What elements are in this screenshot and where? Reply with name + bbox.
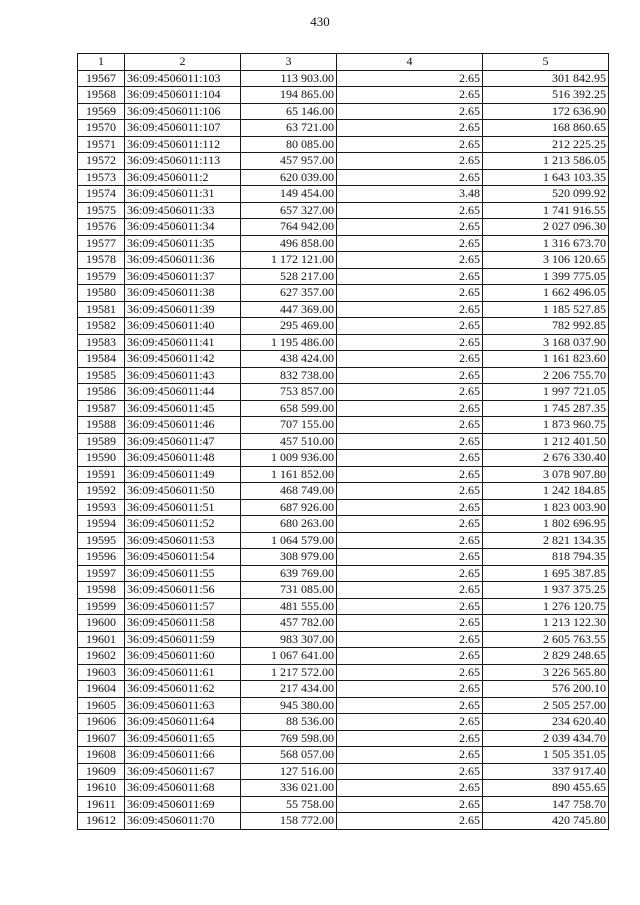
area-value-cell: 447 369.00 [241, 301, 337, 318]
cadastral-number-cell: 36:09:4506011:61 [125, 664, 241, 681]
row-number-cell: 19593 [78, 499, 125, 516]
table-row [78, 120, 609, 137]
cadastral-value-cell: 1 242 184.85 [483, 483, 609, 500]
table-row [78, 384, 609, 401]
rate-value-cell: 2.65 [337, 615, 483, 632]
area-value-cell: 731 085.00 [241, 582, 337, 599]
area-value-cell: 945 380.00 [241, 697, 337, 714]
table-row [78, 186, 609, 203]
rate-value-cell: 2.65 [337, 450, 483, 467]
rate-value-cell: 2.65 [337, 780, 483, 797]
row-number-cell: 19571 [78, 136, 125, 153]
column-header-1: 1 [78, 54, 125, 71]
row-number-cell: 19592 [78, 483, 125, 500]
cadastral-value-cell: 576 200.10 [483, 681, 609, 698]
area-value-cell: 639 769.00 [241, 565, 337, 582]
cadastral-value-cell: 3 106 120.65 [483, 252, 609, 269]
cadastral-value-cell: 1 213 122.30 [483, 615, 609, 632]
row-number-cell: 19583 [78, 334, 125, 351]
table-row [78, 466, 609, 483]
rate-value-cell: 2.65 [337, 796, 483, 813]
cadastral-number-cell: 36:09:4506011:34 [125, 219, 241, 236]
cadastral-number-cell: 36:09:4506011:51 [125, 499, 241, 516]
cadastral-value-cell: 2 676 330.40 [483, 450, 609, 467]
cadastral-value-cell: 2 605 763.55 [483, 631, 609, 648]
cadastral-value-cell: 337 917.40 [483, 763, 609, 780]
table-row [78, 681, 609, 698]
table-row [78, 103, 609, 120]
rate-value-cell: 2.65 [337, 598, 483, 615]
table-row [78, 483, 609, 500]
cadastral-value-cell: 3 168 037.90 [483, 334, 609, 351]
rate-value-cell: 2.65 [337, 252, 483, 269]
table-row [78, 582, 609, 599]
cadastral-value-cell: 818 794.35 [483, 549, 609, 566]
area-value-cell: 336 021.00 [241, 780, 337, 797]
row-number-cell: 19568 [78, 87, 125, 104]
table-row [78, 565, 609, 582]
table-header-row [78, 54, 609, 71]
rate-value-cell: 2.65 [337, 516, 483, 533]
cadastral-value-cell: 1 937 375.25 [483, 582, 609, 599]
table-row [78, 285, 609, 302]
row-number-cell: 19573 [78, 169, 125, 186]
rate-value-cell: 2.65 [337, 747, 483, 764]
area-value-cell: 707 155.00 [241, 417, 337, 434]
table-row [78, 516, 609, 533]
rate-value-cell: 2.65 [337, 367, 483, 384]
table-body [78, 70, 609, 829]
cadastral-number-cell: 36:09:4506011:37 [125, 268, 241, 285]
row-number-cell: 19586 [78, 384, 125, 401]
cadastral-number-cell: 36:09:4506011:47 [125, 433, 241, 450]
area-value-cell: 457 957.00 [241, 153, 337, 170]
cadastral-value-cell: 2 039 434.70 [483, 730, 609, 747]
cadastral-number-cell: 36:09:4506011:63 [125, 697, 241, 714]
cadastral-value-cell: 2 027 096.30 [483, 219, 609, 236]
area-value-cell: 295 469.00 [241, 318, 337, 335]
table-row [78, 450, 609, 467]
cadastral-number-cell: 36:09:4506011:55 [125, 565, 241, 582]
cadastral-number-cell: 36:09:4506011:70 [125, 813, 241, 830]
cadastral-number-cell: 36:09:4506011:106 [125, 103, 241, 120]
row-number-cell: 19581 [78, 301, 125, 318]
table-row [78, 235, 609, 252]
area-value-cell: 983 307.00 [241, 631, 337, 648]
table-row [78, 615, 609, 632]
cadastral-value-cell: 2 821 134.35 [483, 532, 609, 549]
cadastral-value-cell: 1 873 960.75 [483, 417, 609, 434]
area-value-cell: 680 263.00 [241, 516, 337, 533]
area-value-cell: 764 942.00 [241, 219, 337, 236]
cadastral-number-cell: 36:09:4506011:113 [125, 153, 241, 170]
rate-value-cell: 2.65 [337, 103, 483, 120]
table-row [78, 334, 609, 351]
row-number-cell: 19595 [78, 532, 125, 549]
row-number-cell: 19569 [78, 103, 125, 120]
cadastral-value-cell: 1 316 673.70 [483, 235, 609, 252]
row-number-cell: 19578 [78, 252, 125, 269]
area-value-cell: 753 857.00 [241, 384, 337, 401]
rate-value-cell: 2.65 [337, 664, 483, 681]
cadastral-number-cell: 36:09:4506011:45 [125, 400, 241, 417]
row-number-cell: 19579 [78, 268, 125, 285]
cadastral-value-cell: 1 213 586.05 [483, 153, 609, 170]
area-value-cell: 1 009 936.00 [241, 450, 337, 467]
cadastral-value-cell: 1 276 120.75 [483, 598, 609, 615]
column-header-4: 4 [337, 54, 483, 71]
cadastral-value-cell: 1 212 401.50 [483, 433, 609, 450]
row-number-cell: 19577 [78, 235, 125, 252]
cadastral-value-cell: 1 161 823.60 [483, 351, 609, 368]
cadastral-number-cell: 36:09:4506011:66 [125, 747, 241, 764]
cadastral-value-cell: 2 829 248.65 [483, 648, 609, 665]
table-row [78, 532, 609, 549]
row-number-cell: 19607 [78, 730, 125, 747]
cadastral-number-cell: 36:09:4506011:54 [125, 549, 241, 566]
cadastral-number-cell: 36:09:4506011:40 [125, 318, 241, 335]
area-value-cell: 1 195 486.00 [241, 334, 337, 351]
row-number-cell: 19604 [78, 681, 125, 698]
cadastral-number-cell: 36:09:4506011:112 [125, 136, 241, 153]
row-number-cell: 19572 [78, 153, 125, 170]
area-value-cell: 496 858.00 [241, 235, 337, 252]
cadastral-number-cell: 36:09:4506011:53 [125, 532, 241, 549]
table-row [78, 697, 609, 714]
cadastral-number-cell: 36:09:4506011:69 [125, 796, 241, 813]
table-row [78, 549, 609, 566]
row-number-cell: 19591 [78, 466, 125, 483]
row-number-cell: 19576 [78, 219, 125, 236]
row-number-cell: 19609 [78, 763, 125, 780]
column-header-5: 5 [483, 54, 609, 71]
area-value-cell: 63 721.00 [241, 120, 337, 137]
rate-value-cell: 2.65 [337, 235, 483, 252]
cadastral-number-cell: 36:09:4506011:41 [125, 334, 241, 351]
table-row [78, 219, 609, 236]
table-row [78, 813, 609, 830]
cadastral-value-cell: 1 505 351.05 [483, 747, 609, 764]
row-number-cell: 19580 [78, 285, 125, 302]
area-value-cell: 457 510.00 [241, 433, 337, 450]
area-value-cell: 55 758.00 [241, 796, 337, 813]
row-number-cell: 19588 [78, 417, 125, 434]
rate-value-cell: 2.65 [337, 351, 483, 368]
rate-value-cell: 2.65 [337, 681, 483, 698]
cadastral-number-cell: 36:09:4506011:39 [125, 301, 241, 318]
rate-value-cell: 2.65 [337, 153, 483, 170]
rate-value-cell: 2.65 [337, 499, 483, 516]
row-number-cell: 19608 [78, 747, 125, 764]
table-row [78, 400, 609, 417]
rate-value-cell: 2.65 [337, 136, 483, 153]
cadastral-number-cell: 36:09:4506011:59 [125, 631, 241, 648]
cadastral-number-cell: 36:09:4506011:43 [125, 367, 241, 384]
rate-value-cell: 2.65 [337, 631, 483, 648]
area-value-cell: 217 434.00 [241, 681, 337, 698]
row-number-cell: 19602 [78, 648, 125, 665]
cadastral-number-cell: 36:09:4506011:56 [125, 582, 241, 599]
cadastral-value-cell: 1 662 496.05 [483, 285, 609, 302]
cadastral-value-cell: 2 505 257.00 [483, 697, 609, 714]
rate-value-cell: 2.65 [337, 466, 483, 483]
cadastral-number-cell: 36:09:4506011:62 [125, 681, 241, 698]
area-value-cell: 1 172 121.00 [241, 252, 337, 269]
area-value-cell: 113 903.00 [241, 70, 337, 87]
table-row [78, 631, 609, 648]
rate-value-cell: 2.65 [337, 400, 483, 417]
area-value-cell: 194 865.00 [241, 87, 337, 104]
cadastral-value-cell: 172 636.90 [483, 103, 609, 120]
cadastral-value-cell: 3 078 907.80 [483, 466, 609, 483]
cadastral-number-cell: 36:09:4506011:107 [125, 120, 241, 137]
rate-value-cell: 2.65 [337, 582, 483, 599]
table-row [78, 433, 609, 450]
rate-value-cell: 2.65 [337, 384, 483, 401]
area-value-cell: 769 598.00 [241, 730, 337, 747]
area-value-cell: 308 979.00 [241, 549, 337, 566]
cadastral-number-cell: 36:09:4506011:48 [125, 450, 241, 467]
table-row [78, 70, 609, 87]
cadastral-value-cell: 1 185 527.85 [483, 301, 609, 318]
area-value-cell: 1 217 572.00 [241, 664, 337, 681]
cadastral-value-cell: 147 758.70 [483, 796, 609, 813]
cadastral-number-cell: 36:09:4506011:58 [125, 615, 241, 632]
rate-value-cell: 2.65 [337, 87, 483, 104]
row-number-cell: 19590 [78, 450, 125, 467]
row-number-cell: 19598 [78, 582, 125, 599]
cadastral-number-cell: 36:09:4506011:68 [125, 780, 241, 797]
row-number-cell: 19600 [78, 615, 125, 632]
rate-value-cell: 2.65 [337, 301, 483, 318]
area-value-cell: 457 782.00 [241, 615, 337, 632]
cadastral-value-cell: 520 099.92 [483, 186, 609, 203]
cadastral-value-cell: 1 745 287.35 [483, 400, 609, 417]
cadastral-value-cell: 1 695 387.85 [483, 565, 609, 582]
cadastral-number-cell: 36:09:4506011:50 [125, 483, 241, 500]
area-value-cell: 80 085.00 [241, 136, 337, 153]
table-row [78, 598, 609, 615]
area-value-cell: 468 749.00 [241, 483, 337, 500]
row-number-cell: 19570 [78, 120, 125, 137]
table-row [78, 714, 609, 731]
area-value-cell: 65 146.00 [241, 103, 337, 120]
page-number: 430 [310, 14, 330, 29]
cadastral-number-cell: 36:09:4506011:33 [125, 202, 241, 219]
row-number-cell: 19597 [78, 565, 125, 582]
row-number-cell: 19605 [78, 697, 125, 714]
table-row [78, 747, 609, 764]
table-row [78, 763, 609, 780]
table-row [78, 796, 609, 813]
area-value-cell: 832 738.00 [241, 367, 337, 384]
rate-value-cell: 2.65 [337, 433, 483, 450]
row-number-cell: 19584 [78, 351, 125, 368]
rate-value-cell: 2.65 [337, 813, 483, 830]
rate-value-cell: 2.65 [337, 120, 483, 137]
cadastral-number-cell: 36:09:4506011:57 [125, 598, 241, 615]
row-number-cell: 19601 [78, 631, 125, 648]
row-number-cell: 19596 [78, 549, 125, 566]
cadastral-value-cell: 2 206 755.70 [483, 367, 609, 384]
table-row [78, 301, 609, 318]
cadastral-value-cell: 1 823 003.90 [483, 499, 609, 516]
area-value-cell: 528 217.00 [241, 268, 337, 285]
table-row [78, 730, 609, 747]
rate-value-cell: 2.65 [337, 714, 483, 731]
cadastral-value-cell: 234 620.40 [483, 714, 609, 731]
table-row [78, 202, 609, 219]
row-number-cell: 19567 [78, 70, 125, 87]
rate-value-cell: 2.65 [337, 202, 483, 219]
cadastral-number-cell: 36:09:4506011:38 [125, 285, 241, 302]
cadastral-number-cell: 36:09:4506011:67 [125, 763, 241, 780]
rate-value-cell: 2.65 [337, 648, 483, 665]
column-header-2: 2 [125, 54, 241, 71]
area-value-cell: 1 067 641.00 [241, 648, 337, 665]
row-number-cell: 19574 [78, 186, 125, 203]
rate-value-cell: 2.65 [337, 417, 483, 434]
area-value-cell: 657 327.00 [241, 202, 337, 219]
table-row [78, 780, 609, 797]
table-row [78, 351, 609, 368]
rate-value-cell: 2.65 [337, 565, 483, 582]
row-number-cell: 19589 [78, 433, 125, 450]
cadastral-value-cell: 1 997 721.05 [483, 384, 609, 401]
rate-value-cell: 2.65 [337, 285, 483, 302]
row-number-cell: 19611 [78, 796, 125, 813]
row-number-cell: 19606 [78, 714, 125, 731]
table-row [78, 252, 609, 269]
area-value-cell: 438 424.00 [241, 351, 337, 368]
cadastral-number-cell: 36:09:4506011:65 [125, 730, 241, 747]
cadastral-value-cell: 212 225.25 [483, 136, 609, 153]
area-value-cell: 568 057.00 [241, 747, 337, 764]
rate-value-cell: 2.65 [337, 70, 483, 87]
cadastral-value-cell: 1 399 775.05 [483, 268, 609, 285]
table-row [78, 153, 609, 170]
cadastral-number-cell: 36:09:4506011:103 [125, 70, 241, 87]
rate-value-cell: 2.65 [337, 697, 483, 714]
table-row [78, 136, 609, 153]
area-value-cell: 149 454.00 [241, 186, 337, 203]
rate-value-cell: 2.65 [337, 334, 483, 351]
row-number-cell: 19587 [78, 400, 125, 417]
area-value-cell: 627 357.00 [241, 285, 337, 302]
area-value-cell: 158 772.00 [241, 813, 337, 830]
rate-value-cell: 2.65 [337, 268, 483, 285]
table-row [78, 499, 609, 516]
cadastral-value-cell: 301 842.95 [483, 70, 609, 87]
rate-value-cell: 2.65 [337, 763, 483, 780]
cadastral-value-cell: 1 741 916.55 [483, 202, 609, 219]
area-value-cell: 481 555.00 [241, 598, 337, 615]
cadastral-value-cell: 516 392.25 [483, 87, 609, 104]
table-row [78, 417, 609, 434]
cadastral-value-table [77, 53, 609, 830]
row-number-cell: 19575 [78, 202, 125, 219]
table-row [78, 268, 609, 285]
table-row [78, 87, 609, 104]
rate-value-cell: 2.65 [337, 169, 483, 186]
table-row [78, 648, 609, 665]
row-number-cell: 19610 [78, 780, 125, 797]
cadastral-number-cell: 36:09:4506011:42 [125, 351, 241, 368]
area-value-cell: 127 516.00 [241, 763, 337, 780]
area-value-cell: 88 536.00 [241, 714, 337, 731]
area-value-cell: 1 161 852.00 [241, 466, 337, 483]
cadastral-number-cell: 36:09:4506011:46 [125, 417, 241, 434]
row-number-cell: 19594 [78, 516, 125, 533]
area-value-cell: 1 064 579.00 [241, 532, 337, 549]
row-number-cell: 19585 [78, 367, 125, 384]
row-number-cell: 19603 [78, 664, 125, 681]
cadastral-number-cell: 36:09:4506011:52 [125, 516, 241, 533]
row-number-cell: 19582 [78, 318, 125, 335]
cadastral-number-cell: 36:09:4506011:36 [125, 252, 241, 269]
cadastral-value-cell: 420 745.80 [483, 813, 609, 830]
area-value-cell: 687 926.00 [241, 499, 337, 516]
cadastral-value-cell: 1 802 696.95 [483, 516, 609, 533]
cadastral-number-cell: 36:09:4506011:104 [125, 87, 241, 104]
column-header-3: 3 [241, 54, 337, 71]
cadastral-number-cell: 36:09:4506011:60 [125, 648, 241, 665]
table-row [78, 318, 609, 335]
row-number-cell: 19599 [78, 598, 125, 615]
cadastral-number-cell: 36:09:4506011:44 [125, 384, 241, 401]
rate-value-cell: 3.48 [337, 186, 483, 203]
table-row [78, 367, 609, 384]
rate-value-cell: 2.65 [337, 483, 483, 500]
cadastral-number-cell: 36:09:4506011:31 [125, 186, 241, 203]
rate-value-cell: 2.65 [337, 549, 483, 566]
cadastral-number-cell: 36:09:4506011:49 [125, 466, 241, 483]
cadastral-value-cell: 3 226 565.80 [483, 664, 609, 681]
rate-value-cell: 2.65 [337, 318, 483, 335]
cadastral-value-cell: 1 643 103.35 [483, 169, 609, 186]
rate-value-cell: 2.65 [337, 730, 483, 747]
cadastral-value-cell: 782 992.85 [483, 318, 609, 335]
area-value-cell: 620 039.00 [241, 169, 337, 186]
cadastral-value-cell: 168 860.65 [483, 120, 609, 137]
table-row [78, 169, 609, 186]
cadastral-number-cell: 36:09:4506011:64 [125, 714, 241, 731]
row-number-cell: 19612 [78, 813, 125, 830]
rate-value-cell: 2.65 [337, 532, 483, 549]
cadastral-number-cell: 36:09:4506011:35 [125, 235, 241, 252]
area-value-cell: 658 599.00 [241, 400, 337, 417]
rate-value-cell: 2.65 [337, 219, 483, 236]
table-row [78, 664, 609, 681]
cadastral-value-cell: 890 455.65 [483, 780, 609, 797]
cadastral-number-cell: 36:09:4506011:2 [125, 169, 241, 186]
